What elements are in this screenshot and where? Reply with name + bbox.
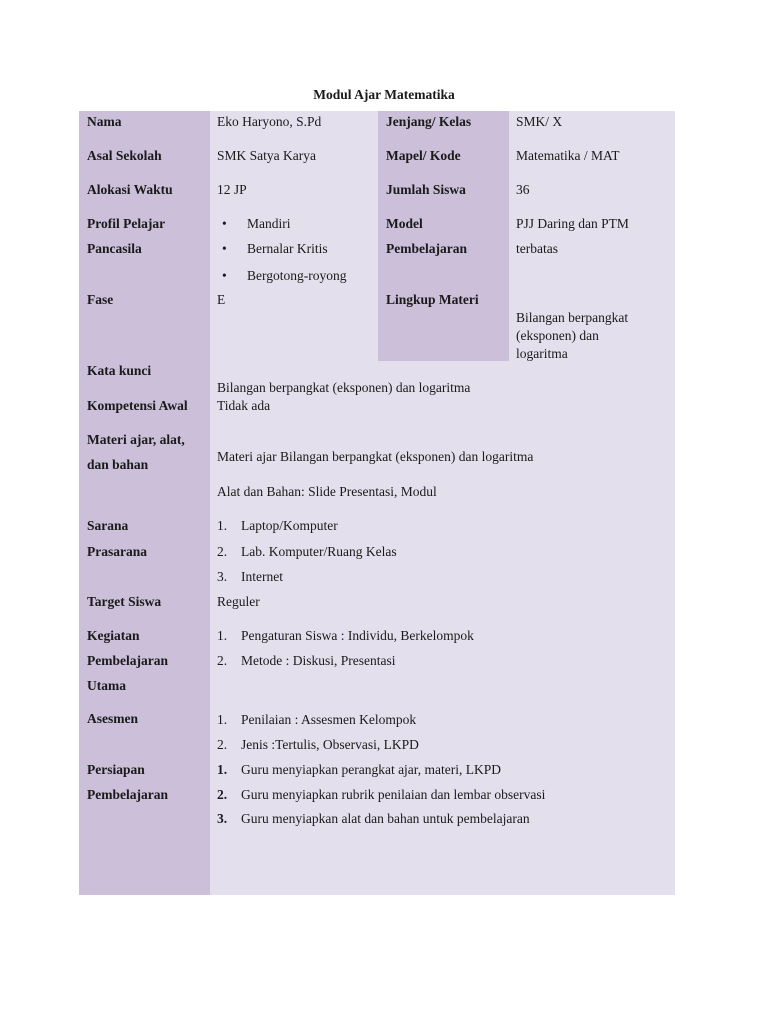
label-materi-2: dan bahan <box>87 457 149 472</box>
label-persiapan-2: Pembelajaran <box>87 787 168 802</box>
item-number: 2. <box>217 787 228 802</box>
label-lingkup: Lingkup Materi <box>386 292 479 307</box>
item-number: 2. <box>217 653 228 668</box>
label-jumlah-siswa: Jumlah Siswa <box>386 182 466 197</box>
label-profil-1: Profil Pelajar <box>87 216 166 231</box>
item-text: Guru menyiapkan rubrik penilaian dan lembar observasi <box>241 787 546 802</box>
item-number: 1. <box>217 628 228 643</box>
label-kegiatan-3: Utama <box>87 678 126 693</box>
label-model-1: Model <box>386 216 423 231</box>
label-model-2: Pembelajaran <box>386 241 467 256</box>
value-lingkup-2: (eksponen) dan <box>516 328 599 343</box>
item-text: Metode : Diskusi, Presentasi <box>241 653 396 668</box>
profil-item: Mandiri <box>247 216 291 231</box>
label-kegiatan-2: Pembelajaran <box>87 653 168 668</box>
page-title: Modul Ajar Matematika <box>313 87 455 102</box>
value-kompetensi: Tidak ada <box>217 398 271 413</box>
value-materi-2: Alat dan Bahan: Slide Presentasi, Modul <box>217 484 437 499</box>
item-number: 1. <box>217 712 228 727</box>
value-mapel: Matematika / MAT <box>516 148 620 163</box>
item-number: 2. <box>217 544 228 559</box>
item-text: Guru menyiapkan perangkat ajar, materi, LKPD <box>241 762 501 777</box>
item-text: Pengaturan Siswa : Individu, Berkelompok <box>241 628 474 643</box>
bullet-icon: • <box>222 216 227 231</box>
item-text: Jenis :Tertulis, Observasi, LKPD <box>241 737 419 752</box>
bullet-icon: • <box>222 268 227 283</box>
item-number: 1. <box>217 518 228 533</box>
item-text: Penilaian : Assesmen Kelompok <box>241 712 417 727</box>
label-alokasi: Alokasi Waktu <box>87 182 173 197</box>
value-lingkup-3: logaritma <box>516 346 568 361</box>
label-asesmen: Asesmen <box>87 711 138 726</box>
value-alokasi: 12 JP <box>217 182 247 197</box>
label-sarana-1: Sarana <box>87 518 129 533</box>
item-text: Internet <box>241 569 283 584</box>
value-jumlah-siswa: 36 <box>516 182 530 197</box>
item-number: 1. <box>217 762 228 777</box>
value-nama: Eko Haryono, S.Pd <box>217 114 322 129</box>
value-target: Reguler <box>217 594 260 609</box>
bullet-icon: • <box>222 241 227 256</box>
item-text: Guru menyiapkan alat dan bahan untuk pembelajaran <box>241 811 530 826</box>
label-nama: Nama <box>87 114 122 129</box>
label-persiapan-1: Persiapan <box>87 762 145 777</box>
value-asal-sekolah: SMK Satya Karya <box>217 148 316 163</box>
label-sarana-2: Prasarana <box>87 544 147 559</box>
label-asal-sekolah: Asal Sekolah <box>87 148 162 163</box>
value-fase: E <box>217 292 226 307</box>
profil-item: Bergotong-royong <box>247 268 347 283</box>
profil-item: Bernalar Kritis <box>247 241 328 256</box>
value-materi-1: Materi ajar Bilangan berpangkat (eksponen) dan logaritma <box>217 449 534 464</box>
value-kata-kunci: Bilangan berpangkat (eksponen) dan logaritma <box>217 380 471 395</box>
label-kata-kunci: Kata kunci <box>87 363 152 378</box>
label-fase: Fase <box>87 292 114 307</box>
value-model-2: terbatas <box>516 241 558 256</box>
item-text: Laptop/Komputer <box>241 518 338 533</box>
value-model-1: PJJ Daring dan PTM <box>516 216 629 231</box>
label-mapel: Mapel/ Kode <box>386 148 461 163</box>
label-materi-1: Materi ajar, alat, <box>87 432 185 447</box>
label-target: Target Siswa <box>87 594 162 609</box>
label-profil-2: Pancasila <box>87 241 142 256</box>
value-jenjang: SMK/ X <box>516 114 563 129</box>
label-kegiatan-1: Kegiatan <box>87 628 140 643</box>
item-number: 2. <box>217 737 228 752</box>
item-text: Lab. Komputer/Ruang Kelas <box>241 544 397 559</box>
label-kompetensi: Kompetensi Awal <box>87 398 188 413</box>
value-lingkup-1: Bilangan berpangkat <box>516 310 629 325</box>
label-jenjang: Jenjang/ Kelas <box>386 114 472 129</box>
item-number: 3. <box>217 811 228 826</box>
item-number: 3. <box>217 569 228 584</box>
